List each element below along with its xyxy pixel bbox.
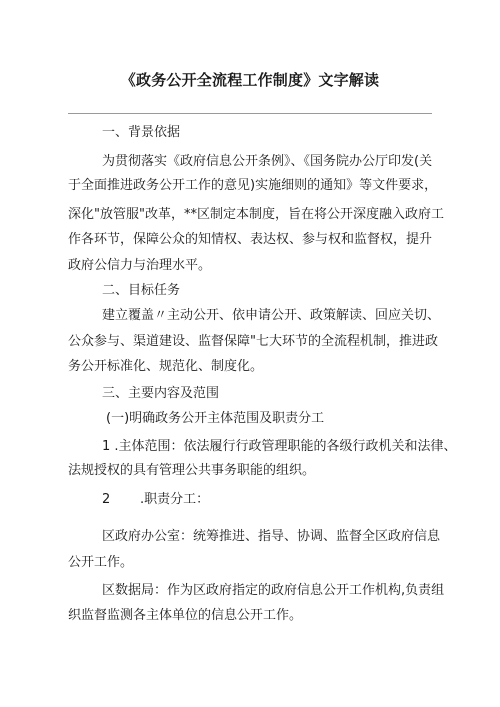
numbered-item-2 bbox=[102, 491, 209, 509]
item-number: 2 bbox=[102, 492, 111, 507]
paragraph-line: 公众参与、渠道建设、监督保障"七大环节的全流程机制，推进政 bbox=[68, 334, 438, 349]
title-divider bbox=[68, 113, 432, 114]
section-heading-goals: 二、目标任务 bbox=[102, 283, 181, 298]
paragraph-line: 深化"放管服"改革，**区制定本制度，旨在将公开深度融入政府工 bbox=[68, 207, 444, 222]
paragraph-line: 建立覆盖〃主动公开、依申请公开、政策解读、回应关切、 bbox=[102, 308, 441, 323]
paragraph-line: 政府公信力与治理水平。 bbox=[68, 258, 212, 273]
paragraph-line: 为贯彻落实《政府信息公开条例》、《国务院办公厅印发(关 bbox=[102, 154, 433, 169]
section-heading-background: 一、背景依据 bbox=[102, 125, 181, 140]
paragraph-line: 作各环节，保障公众的知情权、表达权、参与权和监督权，提升 bbox=[68, 232, 433, 247]
paragraph-line: 法规授权的具有管理公共事务职能的组织。 bbox=[68, 463, 316, 478]
item-label: .职责分工： bbox=[140, 492, 210, 507]
document-title: 《政务公开全流程工作制度》文字解读 bbox=[120, 71, 380, 89]
paragraph-line: 区政府办公室：统筹推进、指导、协调、监督全区政府信息 bbox=[102, 529, 441, 544]
paragraph-line: 公开工作。 bbox=[68, 555, 134, 570]
numbered-item-1: 1 .主体范围：依法履行行政管理职能的各级行政机关和法律、 bbox=[102, 439, 457, 454]
section-heading-scope: 三、主要内容及范围 bbox=[102, 386, 220, 401]
paragraph-line: 于全面推进政务公开工作的意见)实施细则的通知》等文件要求， bbox=[68, 178, 438, 193]
subsection-heading: (一)明确政务公开主体范围及职责分工 bbox=[106, 411, 325, 426]
paragraph-line: 务公开标准化、规范化、制度化。 bbox=[68, 359, 264, 374]
paragraph-line: 织监督监测各主体单位的信息公开工作。 bbox=[68, 608, 303, 623]
paragraph-line: 区数据局：作为区政府指定的政府信息公开工作机构,负责组 bbox=[102, 583, 445, 598]
